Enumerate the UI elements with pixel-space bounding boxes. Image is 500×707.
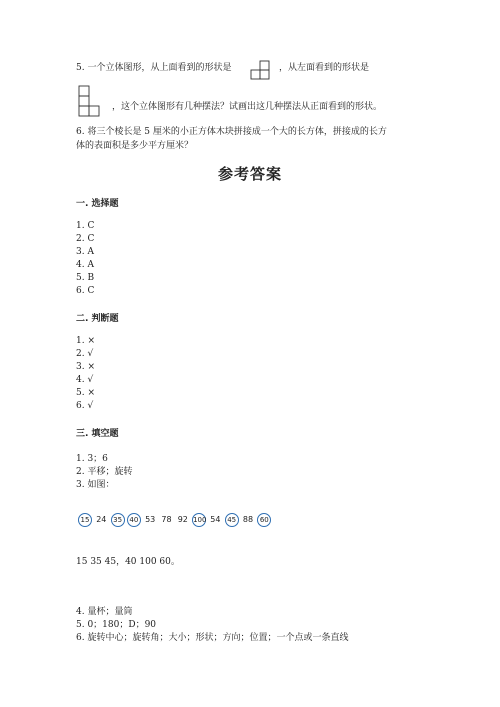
judge-answer-4: 4. √	[76, 375, 94, 385]
fill-answer-4: 4. 量杯；量筒	[76, 607, 133, 617]
choice-answer-4: 4. A	[76, 260, 94, 270]
number-sequence	[76, 513, 296, 527]
q5-text-part3: ，这个立体图形有几种摆法？试画出这几种摆法从正面看到的形状。	[112, 102, 383, 112]
circled-numbers-line: 15 35 45，40 100 60。	[76, 557, 180, 567]
q6-line1: 6. 将三个棱长是 5 厘米的小正方体木块拼接成一个大的长方体，拼接成的长方	[76, 127, 387, 137]
top-view-figure	[248, 59, 272, 81]
q5-text-part1: 5. 一个立体图形，从上面看到的形状是	[76, 63, 232, 73]
circled-number: 60	[257, 513, 271, 527]
fill-answer-2: 2. 平移；旋转	[76, 467, 133, 477]
choice-answer-3: 3. A	[76, 247, 94, 257]
q5-text-part2: ，从左面看到的形状是	[279, 63, 370, 73]
fill-answer-1: 1. 3；6	[76, 454, 108, 464]
answer-title: 参考答案	[217, 165, 282, 183]
sequence-number: 88	[242, 515, 254, 524]
section-judge-title: 二. 判断题	[76, 314, 119, 324]
choice-answer-5: 5. B	[76, 273, 95, 283]
choice-answer-1: 1. C	[76, 221, 95, 231]
choice-answer-6: 6. C	[76, 286, 95, 296]
fill-answer-5: 5. 0；180；D；90	[76, 620, 157, 630]
sequence-number: 24	[96, 515, 107, 524]
sequence-number: 78	[161, 515, 172, 524]
sequence-number: 53	[145, 515, 156, 524]
judge-answer-5: 5. ×	[76, 388, 95, 398]
sequence-number: 54	[210, 515, 221, 524]
sequence-number: 92	[177, 515, 188, 524]
circled-number: 100	[192, 513, 206, 527]
fill-answer-3: 3. 如图：	[76, 480, 115, 490]
judge-answer-3: 3. ×	[76, 362, 95, 372]
left-view-figure	[76, 84, 102, 118]
circled-number: 15	[78, 513, 92, 527]
section-choice-title: 一. 选择题	[76, 199, 119, 209]
judge-answer-2: 2. √	[76, 349, 94, 359]
fill-answer-6: 6. 旋转中心；旋转角；大小；形状；方向；位置；一个点或一条直线	[76, 633, 349, 643]
choice-answer-2: 2. C	[76, 234, 95, 244]
judge-answer-6: 6. √	[76, 401, 94, 411]
section-fill-title: 三. 填空题	[76, 429, 119, 439]
circled-number: 45	[225, 513, 239, 527]
q6-line2: 体的表面积是多少平方厘米？	[76, 141, 194, 151]
circled-number: 35	[111, 513, 125, 527]
judge-answer-1: 1. ×	[76, 336, 95, 346]
circled-number: 40	[127, 513, 141, 527]
